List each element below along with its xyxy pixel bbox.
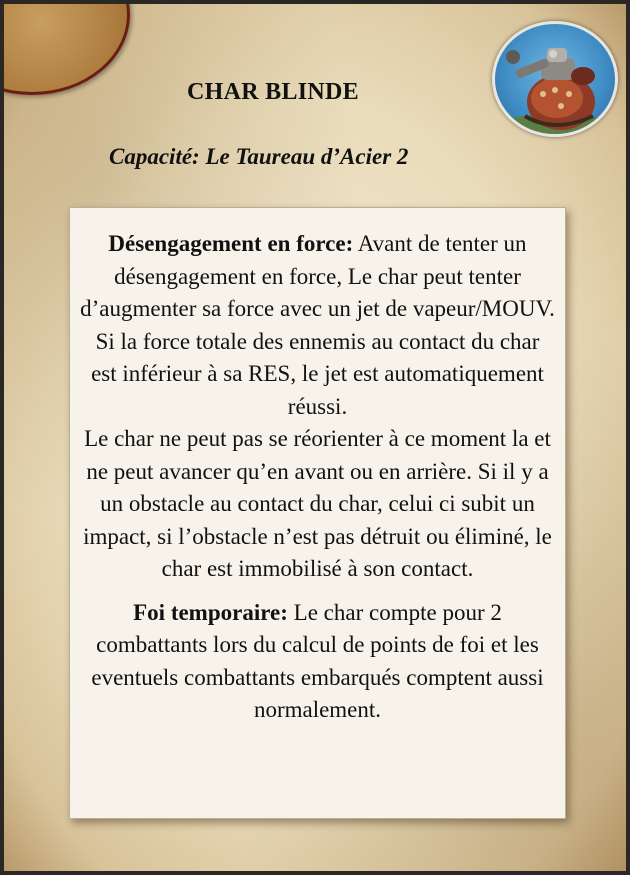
rules-text-box: [69, 207, 566, 819]
rule-text: Si la force totale des ennemis au contact du char est inférieur à sa RES, le jet est automatiquement réussi.: [91, 328, 544, 419]
rule-temporary-faith: [80, 597, 555, 727]
card-title: CHAR BLINDE: [187, 79, 359, 105]
steam-tank-warrior-portrait-icon: [492, 21, 618, 137]
rule-keyword: Désengagement en force:: [108, 231, 354, 256]
rule-text: Le char compte pour 2 combattants lors du calcul de points de foi et les eventuels combattants embarqués comptent aussi normalement.: [91, 599, 544, 722]
ability-name: Capacité: Le Taureau d’Acier 2: [109, 144, 409, 169]
rule-text: Avant de tenter un désengagement en force, Le char peut tenter d’augmenter sa force avec un jet de vapeur/MOUV.: [80, 231, 555, 321]
rule-text: Le char ne peut pas se réorienter à ce moment la et ne peut avancer qu’en avant ou en arrière. Si il y a un obstacle au contact du char, celui ci subit un impact, si l’obstacle n’est pas détruit ou éliminé, le char est immobilisé à son contact.: [83, 426, 552, 581]
corner-medallion: [0, 0, 130, 95]
rule-keyword: Foi temporaire:: [133, 599, 288, 625]
rule-forced-disengage: [80, 228, 555, 586]
